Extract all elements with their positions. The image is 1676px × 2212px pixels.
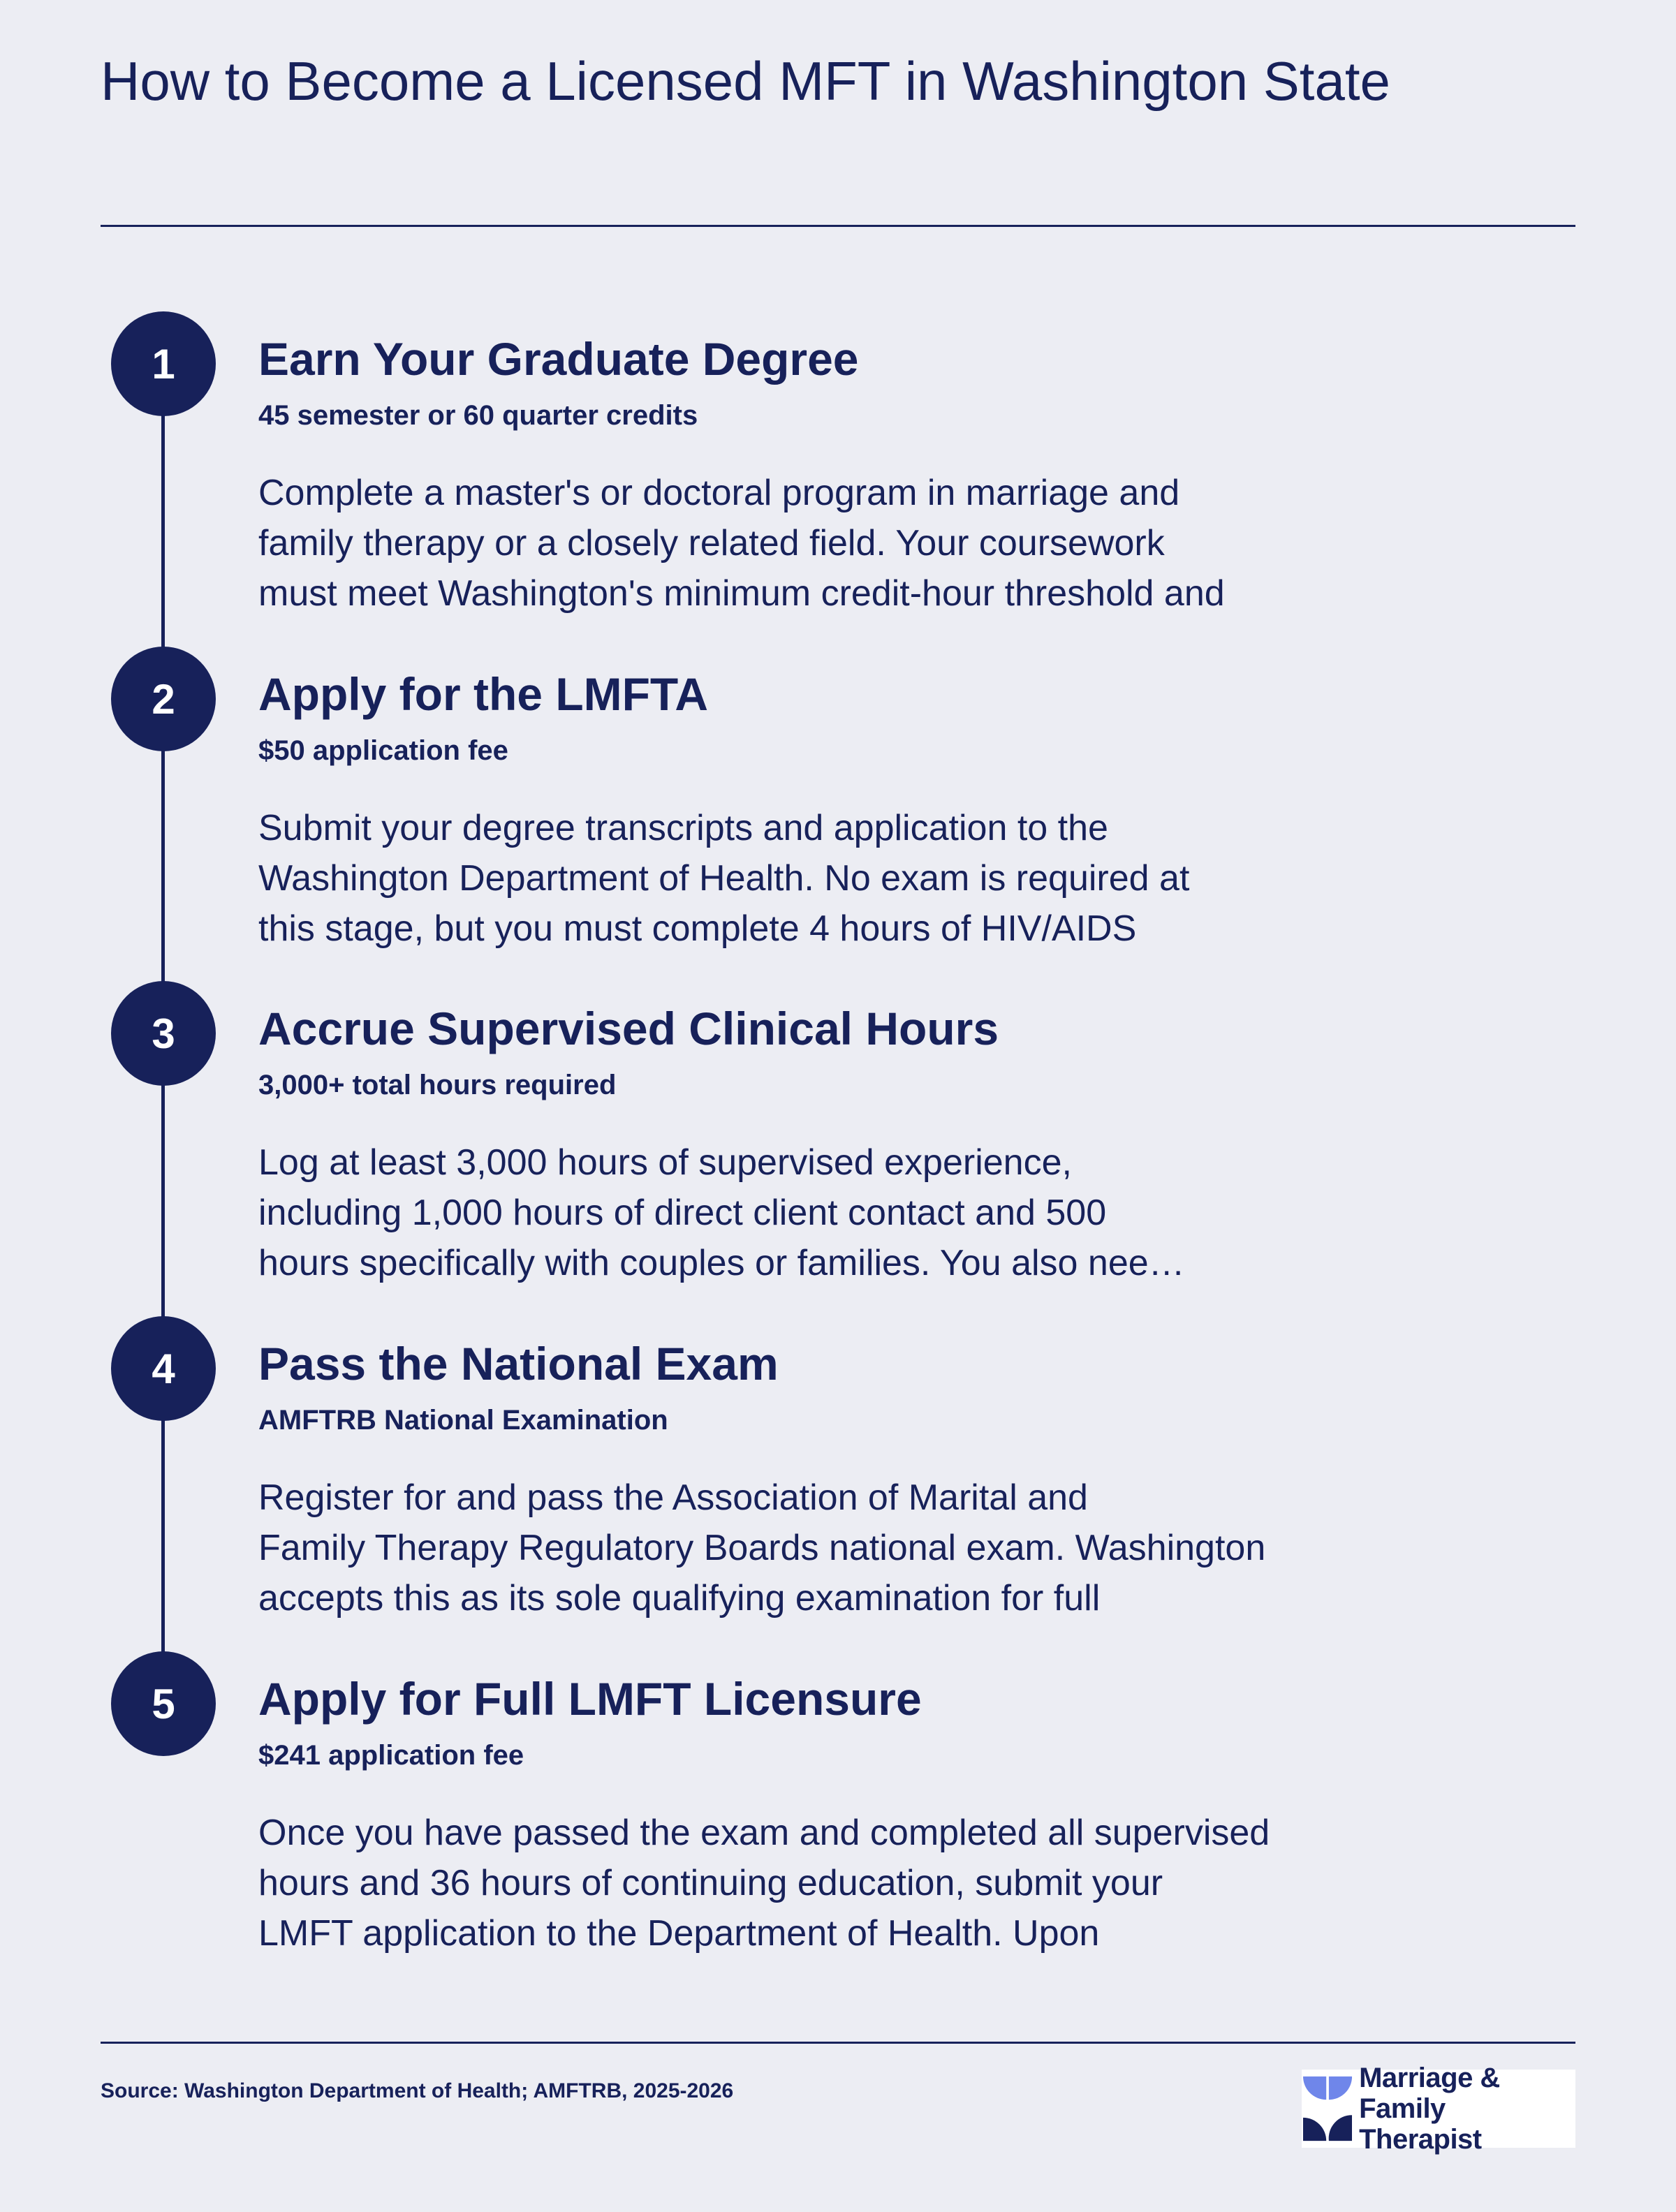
step-description-line: accepts this as its sole qualifying examination for full: [258, 1578, 1101, 1619]
step-number-badge: 5: [111, 1651, 216, 1756]
step-description: [258, 1473, 1390, 1623]
step-description: [258, 468, 1390, 619]
step-description-line: Complete a master's or doctoral program in marriage and: [258, 473, 1180, 513]
step-subheading: $50 application fee: [258, 735, 508, 766]
step-heading: Apply for the LMFTA: [258, 668, 709, 720]
brand-logo: [1302, 2063, 1575, 2155]
page-title: How to Become a Licensed MFT in Washington State: [101, 50, 1390, 112]
step-number-badge: 3: [111, 981, 216, 1086]
step-description-line: Once you have passed the exam and completed all supervised: [258, 1813, 1270, 1853]
step-description-line: including 1,000 hours of direct client contact and 500: [258, 1193, 1107, 1233]
step-description-line: Washington Department of Health. No exam is required at: [258, 858, 1190, 899]
step-description-line: hours specifically with couples or families. You also nee…: [258, 1243, 1185, 1283]
logo-text-line: Marriage & Family: [1359, 2063, 1500, 2124]
step-heading: Accrue Supervised Clinical Hours: [258, 1003, 999, 1054]
quarter-circles-logo-icon: [1303, 2074, 1352, 2144]
logo-wordmark: [1359, 2063, 1575, 2155]
step-subheading: $241 application fee: [258, 1740, 524, 1771]
step-subheading: AMFTRB National Examination: [258, 1405, 668, 1436]
step-heading: Apply for Full LMFT Licensure: [258, 1673, 922, 1725]
step-description: [258, 1137, 1390, 1288]
step-number-badge: 2: [111, 647, 216, 751]
step-description-line: family therapy or a closely related field. Your coursework: [258, 523, 1165, 563]
footer-divider: [101, 2042, 1575, 2044]
step-number-badge: 4: [111, 1316, 216, 1421]
step-description-line: Log at least 3,000 hours of supervised experience,: [258, 1142, 1072, 1183]
step-description-line: hours and 36 hours of continuing education, submit your: [258, 1863, 1163, 1903]
step-heading: Earn Your Graduate Degree: [258, 333, 859, 385]
step-description-line: Family Therapy Regulatory Boards national exam. Washington: [258, 1528, 1266, 1568]
source-citation: Source: Washington Department of Health; AMFTRB, 2025-2026: [101, 2079, 734, 2102]
step-subheading: 45 semester or 60 quarter credits: [258, 400, 698, 431]
step-description-line: this stage, but you must complete 4 hours of HIV/AIDS: [258, 908, 1137, 949]
step-subheading: 3,000+ total hours required: [258, 1070, 617, 1100]
step-description: [258, 1808, 1390, 1959]
step-description-line: LMFT application to the Department of Health. Upon: [258, 1913, 1100, 1954]
step-heading: Pass the National Exam: [258, 1338, 779, 1389]
step-description: [258, 803, 1390, 954]
step-description-line: Submit your degree transcripts and application to the: [258, 808, 1108, 848]
header-divider: [101, 225, 1575, 227]
logo-text-line: Therapist: [1359, 2124, 1482, 2155]
step-description-line: Register for and pass the Association of Marital and: [258, 1477, 1088, 1518]
step-description-line: must meet Washington's minimum credit-hour threshold and: [258, 573, 1225, 614]
step-number-badge: 1: [111, 311, 216, 416]
